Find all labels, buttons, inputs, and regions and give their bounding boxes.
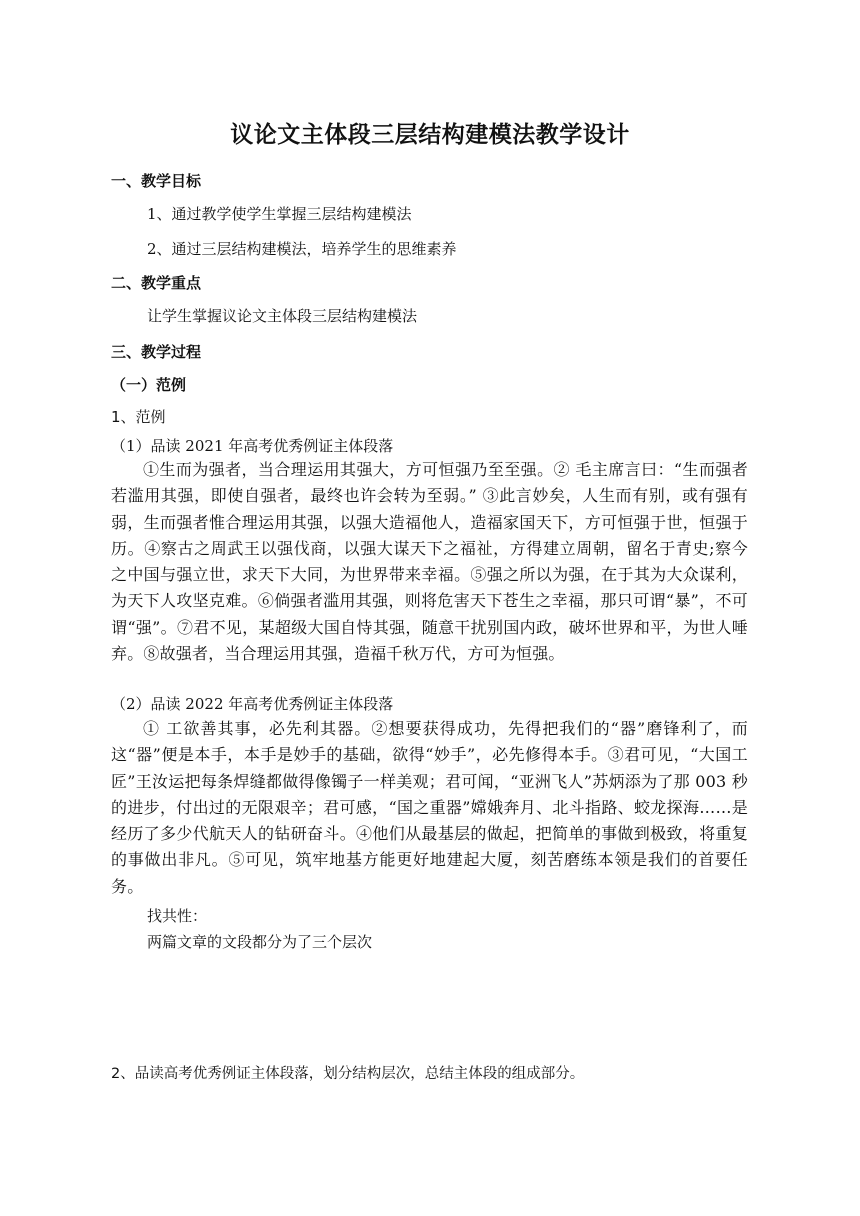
focus-text: 让学生掌握议论文主体段三层结构建模法 [147,307,418,325]
process-heading: 三、教学过程 [111,343,202,361]
example-paragraph-1: ①生而为强者，当合理运用其强大，方可恒强乃至至强。② 毛主席言曰：“生而强者若滥用其强，即使自强者，最终也许会转为至弱。” ③此言妙矣，人生而有别，或有强有弱，生而强者惟合理运用其强，以强大造福他人，造福家国天下，方可恒强于世，恒强于历。④察古之周武王以强伐商，以强大谋天下之福祉，方得建立周朝，留名于青史;察今之中国与强立世，求天下大同，为世界带来幸福。⑤强之所以为强，在于其为大众谋利，为天下人攻坚克难。⑥倘强者滥用其强，则将危害天下苍生之幸福，那只可谓“暴”，不可谓“强”。⑦君不见，某超级大国自恃其强，随意干扰别国内政，破坏世界和平，为世人唾弃。⑧故强者，当合理运用其强，造福千秋万代，方可为恒强。 [111,460,748,664]
common-label: 找共性： [147,907,208,925]
example-paragraph-2: ① 工欲善其事，必先利其器。②想要获得成功，先得把我们的“器”磨锋利了，而这“器”便是本手，本手是妙手的基础，欲得“妙手”，必先修得本手。③君可见，“大国工匠”王汝运把每条焊缝都做得像镯子一样美观；君可闻，“亚洲飞人”苏炳添为了那 003 秒的进步，付出过的无限艰辛；君可感，“国之重器”嫦娥奔月、北斗指路、蛟龙探海……是经历了多少代航天人的钻研奋斗。④他们从最基层的做起，把简单的事做到极致，将重复的事做出非凡。⑤可见，筑牢地基方能更好地建起大厦，刻苦磨练本领是我们的首要任务。 [111,719,748,896]
sub-heading-examples: （一）范例 [111,376,187,394]
common-text: 两篇文章的文段都分为了三个层次 [147,933,373,951]
item-2-label: 2、品读高考优秀例证主体段落，划分结构层次，总结主体段的组成部分。 [111,1066,585,1082]
read-2-heading: （2）品读 2022 年高考优秀例证主体段落 [111,695,394,713]
goal-heading: 一、教学目标 [111,172,202,190]
goal-item-2: 2、通过三层结构建模法，培养学生的思维素养 [147,240,457,258]
item-1-label: 1、范例 [111,408,166,426]
goal-item-1: 1、通过教学使学生掌握三层结构建模法 [147,205,412,223]
focus-heading: 二、教学重点 [111,274,202,292]
document-title: 议论文主体段三层结构建模法教学设计 [230,122,630,148]
read-1-heading: （1）品读 2021 年高考优秀例证主体段落 [111,437,394,455]
